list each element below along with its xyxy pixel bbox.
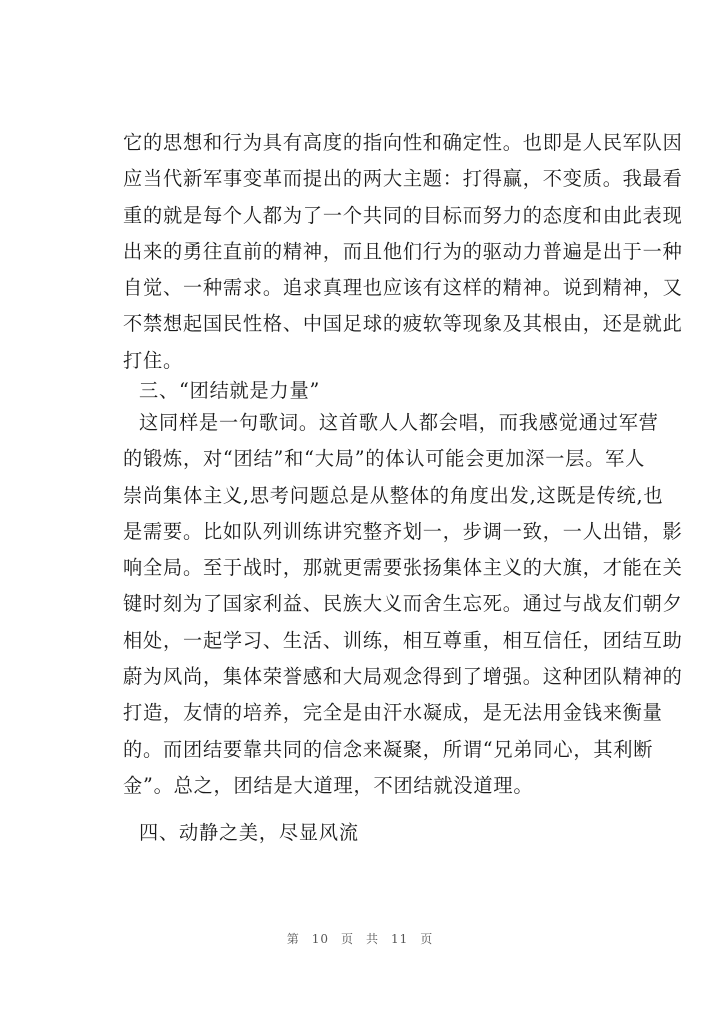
paragraph-line: 这同样是一句歌词。这首歌人人都会唱，而我感觉通过军营 bbox=[139, 411, 659, 434]
paragraph-line: 打住。 bbox=[123, 348, 183, 372]
footer-total-pages: 11 bbox=[391, 932, 409, 946]
paragraph-line: 相处，一起学习、生活、训练，相互尊重，相互信任，团结互助 bbox=[123, 628, 683, 652]
footer-current-page: 10 bbox=[311, 932, 329, 946]
footer-ye: 页 bbox=[340, 932, 354, 946]
paragraph-line: 重的就是每个人都为了一个共同的目标而努力的态度和由此表现 bbox=[123, 203, 683, 227]
section-3-heading: 三、“团结就是力量” bbox=[139, 379, 321, 402]
paragraph-line: 出来的勇往直前的精神，而且他们行为的驱动力普遍是出于一种 bbox=[123, 239, 683, 263]
paragraph-line: 它的思想和行为具有高度的指向性和确定性。也即是人民军队因 bbox=[123, 131, 683, 154]
section-3-body bbox=[123, 405, 683, 804]
paragraph-1 bbox=[123, 125, 683, 379]
paragraph-line: 键时刻为了国家利益、民族大义而舍生忘死。通过与战友们朝夕 bbox=[123, 592, 683, 616]
paragraph-line: 的锻炼，对“团结”和“大局”的体认可能会更加深一层。军人 bbox=[123, 447, 646, 471]
paragraph-line: 不禁想起国民性格、中国足球的疲软等现象及其根由，还是就此 bbox=[123, 312, 683, 336]
footer-gong: 共 bbox=[366, 932, 380, 946]
paragraph-line: 打造，友情的培养，完全是由汗水凝成，是无法用金钱来衡量 bbox=[123, 701, 663, 725]
paragraph-line: 蔚为风尚，集体荣誉感和大局观念得到了增强。这种团队精神的 bbox=[123, 665, 683, 689]
paragraph-line: 是需要。比如队列训练讲究整齐划一，步调一致，一人出错，影 bbox=[123, 519, 683, 543]
paragraph-line: 响全局。至于战时，那就更需要张扬集体主义的大旗，才能在关 bbox=[123, 556, 683, 580]
paragraph-line: 崇尚集体主义,思考问题总是从整体的角度出发,这既是传统,也 bbox=[123, 483, 664, 507]
footer-ye: 页 bbox=[420, 932, 434, 946]
footer-di: 第 bbox=[286, 932, 300, 946]
paragraph-line: 应当代新军事变革而提出的两大主题：打得赢，不变质。我最看 bbox=[123, 167, 683, 191]
paragraph-line: 的。而团结要靠共同的信念来凝聚，所谓“兄弟同心，其利断 bbox=[123, 737, 654, 761]
paragraph-line: 自觉、一种需求。追求真理也应该有这样的精神。说到精神，又 bbox=[123, 276, 683, 300]
section-4-heading: 四、动静之美，尽显风流 bbox=[139, 821, 359, 844]
paragraph-line: 金”。总之，团结是大道理，不团结就没道理。 bbox=[123, 773, 534, 797]
page-footer bbox=[0, 930, 720, 947]
